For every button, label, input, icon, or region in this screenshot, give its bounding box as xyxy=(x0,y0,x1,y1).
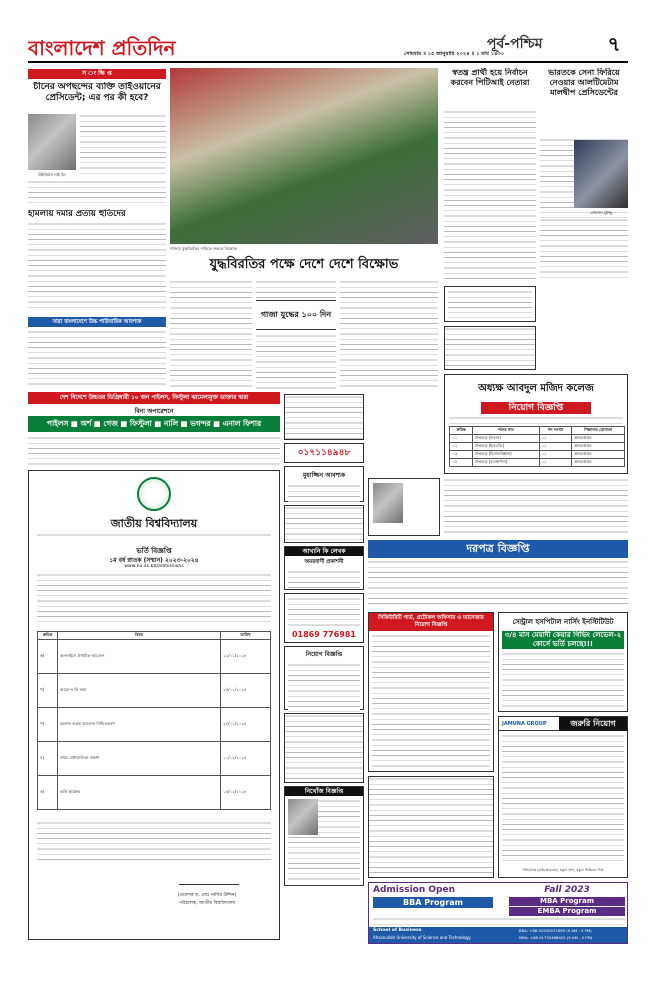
cell: গ) xyxy=(38,708,58,742)
flowers-lines xyxy=(288,597,360,627)
col-header: তারিখ xyxy=(221,632,271,640)
bidesh-ad-title: দেশ বিদেশে উচ্চতর ডিগ্রিধারী ১০ জন পাইলস, ফিস্টুলা ঝামেলামুক্ত ডাক্তার দ্বারা xyxy=(28,392,280,404)
security-title: সিকিউরিটি গার্ড, প্রটোকল অফিসার ও ম্যানেজার নিয়োগ বিজ্ঞপ্তি xyxy=(369,613,493,631)
col1-story1-body-a xyxy=(80,114,166,178)
nu-ref-line xyxy=(37,533,271,539)
nursing-ad xyxy=(498,612,628,712)
cell: প্রথম মেধাতালিকা প্রকাশ xyxy=(58,742,221,776)
nu-url[interactable]: www.nu.ac.bd/admissions xyxy=(124,564,184,569)
col1-story1-title: চীনের অপছন্দের ব্যক্তি তাইওয়ানের প্রেসিডেন্ট; এর পর কী হবে? xyxy=(33,82,161,103)
col1-story2-body xyxy=(28,222,166,312)
cell: খ) xyxy=(38,674,58,708)
col1-tag-bar xyxy=(28,69,166,79)
college-ad-title: অধ্যক্ষ আবদুল মজিদ কলেজ xyxy=(478,383,594,394)
jamuna-header xyxy=(499,717,627,731)
main-pull-quote-box xyxy=(256,300,336,330)
info-box-mid xyxy=(444,326,536,370)
jamuna-logo: JAMUNA GROUP xyxy=(502,720,547,727)
muizzu-caption: মোহাম্মদ মুইজ্জু xyxy=(590,210,612,215)
table-row xyxy=(38,776,271,810)
college-table-header xyxy=(450,427,625,435)
classified-box-1 xyxy=(284,394,364,440)
nursing-sub: ৩/৪ মাস মেয়াদী কেয়ার গিভিং লেভেল-২ কোর্সে ভর্তি চলছে!!! xyxy=(502,631,624,649)
aust-bba: BBA Program xyxy=(373,897,493,908)
cell: ০১ xyxy=(539,443,572,451)
cell: ০৩ xyxy=(450,451,473,459)
moyaji-lines xyxy=(288,484,360,502)
muizzu-photo xyxy=(574,140,628,208)
jamuna-title: জরুরি নিয়োগ xyxy=(559,717,627,731)
cell: ০১ xyxy=(539,459,572,467)
nu-logo xyxy=(137,477,171,511)
col1-story3-body xyxy=(28,330,166,388)
cell: স্নাতকোত্তর xyxy=(572,443,625,451)
piles-sub: বিনা অপারেশনে xyxy=(134,408,174,415)
security-ad-2 xyxy=(368,776,494,878)
cell: ০১ xyxy=(539,435,572,443)
tender-ad-top xyxy=(368,478,440,536)
classified-box-3 xyxy=(284,713,364,783)
table-row xyxy=(38,640,271,674)
nikhoj-title: নিখোঁজ বিজ্ঞপ্তি xyxy=(285,787,363,796)
aust-fall: Fall 2023 xyxy=(544,885,590,895)
cell: স্নাতকোত্তর xyxy=(572,459,625,467)
table-row xyxy=(450,435,625,443)
table-row xyxy=(38,674,271,708)
maldives-body-b xyxy=(540,218,628,282)
main-photo-caption: গাজায় যুদ্ধবিরতির দাবিতে লন্ডনে বিক্ষোভ xyxy=(170,246,237,251)
ashhani-lines xyxy=(288,570,360,588)
masthead xyxy=(0,28,650,64)
cell: ০১ xyxy=(450,435,473,443)
cell: ক) xyxy=(38,640,58,674)
cell: ১০/০২/২০২৪ xyxy=(221,742,271,776)
aust-school: School of Business xyxy=(373,928,422,933)
flowers-ad xyxy=(284,593,364,643)
nursing-title: সেন্ট্রাল হসপিটাল নার্সিং ইনস্টিটিউট xyxy=(512,618,614,626)
piles-ad-body xyxy=(28,436,280,466)
info-box-top-lines xyxy=(448,290,532,318)
classified-box-2 xyxy=(284,505,364,543)
cell: প্রভাষক (ব্যবস্থাপনা) xyxy=(473,459,539,467)
jamuna-lines xyxy=(502,734,624,864)
section-title: পূর্ব-পশ্চিম xyxy=(487,36,543,52)
col-header: শিক্ষাগত যোগ্যতা xyxy=(572,427,625,435)
table-row xyxy=(450,459,625,467)
aust-lines xyxy=(373,917,625,925)
masthead-logo xyxy=(28,34,218,62)
flowers-phone: 01869 776981 xyxy=(291,630,356,639)
aust-univ: Ahsanullah University of Science and Technology xyxy=(373,935,471,940)
cell: ২২/০১/২০২৪ xyxy=(221,640,271,674)
nursing-lines xyxy=(502,652,624,708)
tender-ad-top-text xyxy=(444,478,628,536)
col-header: ক্রমিক xyxy=(38,632,58,640)
college-table xyxy=(449,426,625,467)
main-body-col2b xyxy=(256,334,336,390)
aust-footer xyxy=(369,927,627,944)
col1-story3-title: সারা বাংলাদেশে উচ্চ পারিবারিক আবশ্যক xyxy=(28,317,166,327)
main-body-col3 xyxy=(340,280,438,390)
aust-mba: MBA Program xyxy=(509,897,625,906)
maldives-headline: ভারতকে সেনা ফিরিয়ে নেওয়ার আলটিমেটাম মালদ্বীপ প্রেসিডেন্টের xyxy=(548,68,620,97)
college-ad xyxy=(444,374,628,474)
dorpotro-body xyxy=(368,560,628,608)
cell: অনলাইনে প্রাথমিক আবেদন xyxy=(58,640,221,674)
col1-story2-title: হামলায় দমার প্রত্যয় হুতিদের xyxy=(28,209,126,219)
pti-headline: স্বতন্ত্র প্রার্থী হয়ে নির্বাচন করবেন পিটিআই নেতারা xyxy=(450,68,530,87)
cell: আবেদন ফি জমা xyxy=(58,674,221,708)
piles-ad-title: পাইলস ■ অর্শ ■ গেজ ■ ফিস্টুলা ■ নালি ■ ভগন্দর ■ এনাল ফিশার xyxy=(28,416,280,432)
cell: ০২ xyxy=(450,443,473,451)
cell: প্রভাষক (ইংরেজি) xyxy=(473,443,539,451)
dorpotro-title-bar xyxy=(368,540,628,558)
nu-signature-mark xyxy=(179,869,239,885)
table-row xyxy=(38,742,271,776)
jamuna-ad xyxy=(498,716,628,878)
dorpotro-title: দরপত্র বিজ্ঞপ্তি xyxy=(466,542,530,555)
moyaji-ad xyxy=(284,466,364,502)
cell: কলেজ কর্তৃক আবেদন নিশ্চিতকরণ xyxy=(58,708,221,742)
col-header: পদের নাম xyxy=(473,427,539,435)
nu-signature-role: পরিচালক, জাতীয় বিশ্ববিদ্যালয় xyxy=(178,901,236,906)
nu-sub: ১ম বর্ষ স্নাতক (সম্মান) ২০২৩-২০২৪ xyxy=(109,557,199,564)
nu-signature-name: (প্রফেসর ড. মোঃ নাসির উদ্দিন) xyxy=(177,893,237,898)
national-university-ad xyxy=(28,470,280,940)
cell: ঙ) xyxy=(38,776,58,810)
table-row xyxy=(450,443,625,451)
nu-notice: ভর্তি বিজ্ঞপ্তি xyxy=(136,547,172,555)
col-header: ক্রমিক xyxy=(450,427,473,435)
main-pull-quote: গাজা যুদ্ধের ১০০ দিন xyxy=(260,310,332,319)
masthead-rule xyxy=(28,61,628,63)
cell: ঘ) xyxy=(38,742,58,776)
security-ad xyxy=(368,612,494,772)
phone-ad xyxy=(284,443,364,463)
cell: প্রভাষক (হিসাববিজ্ঞান) xyxy=(473,451,539,459)
main-body-col1 xyxy=(170,280,252,390)
date-line: সোমবার ॥ ১৫ জানুয়ারি ২০২৪ ॥ ১ মাঘ ১৪৩০ xyxy=(404,51,505,57)
cell: স্নাতকোত্তর xyxy=(572,435,625,443)
recruit-ad xyxy=(284,646,364,710)
col-header: পদ সংখ্যা xyxy=(539,427,572,435)
bishesh-title: অমরবাণী প্রকাশনী xyxy=(304,559,344,565)
main-body-col2a xyxy=(256,280,336,298)
ashhani-title: আখানি কি লেখক xyxy=(285,547,363,556)
cell: স্নাতকোত্তর xyxy=(572,451,625,459)
cell: ০৪ xyxy=(450,459,473,467)
nu-name: জাতীয় বিশ্ববিদ্যালয় xyxy=(110,517,198,530)
aust-ad xyxy=(368,882,628,944)
info-box-top xyxy=(444,286,536,322)
gaza-protest-photo xyxy=(170,68,438,244)
cell: ১৫/০২/২০২৪ xyxy=(221,776,271,810)
nu-table-header xyxy=(38,632,271,640)
lai-ching-te-photo xyxy=(28,114,76,170)
nu-intro-body xyxy=(37,573,271,625)
moyaji-title: মুয়াজ্জিন আবশ্যক xyxy=(302,472,346,479)
college-ad-lines xyxy=(449,416,623,424)
phone-ad-number: ০১৭১১৪৯৪৮ xyxy=(297,448,351,458)
aust-emba: EMBA Program xyxy=(509,907,625,916)
recruit-lines xyxy=(288,663,360,713)
cell: ২৫/০১/২০২৪ xyxy=(221,674,271,708)
page-number: ৭ xyxy=(607,32,621,56)
table-row xyxy=(450,451,625,459)
col1-tag: স ং ক্ষি প্ত xyxy=(82,70,112,77)
tender-person-photo xyxy=(373,483,403,523)
recruit-title: নিয়োগ বিজ্ঞপ্তি xyxy=(305,651,343,658)
ashhani-ad xyxy=(284,546,364,590)
classified-col xyxy=(284,394,364,940)
cell: ০১ xyxy=(539,451,572,459)
main-headline: যুদ্ধবিরতির পক্ষে দেশে দেশে বিক্ষোভ xyxy=(209,257,399,272)
aust-phone1: BBA: +88 01550072990 (9 AM - 5 PM) xyxy=(519,928,592,933)
col1-story1-body-b xyxy=(28,180,166,206)
cell: প্রভাষক (বাংলা) xyxy=(473,435,539,443)
aust-phone2: MBA: +88 01730466022 (9 AM - 5 PM) xyxy=(519,935,593,940)
logo-text: বাংলাদেশ প্রতিদিন xyxy=(28,36,176,60)
security-lines xyxy=(372,634,490,772)
nu-schedule-table xyxy=(37,631,271,810)
cell: ভর্তি কার্যক্রম xyxy=(58,776,221,810)
nikhoj-photo xyxy=(288,799,318,835)
table-row xyxy=(38,708,271,742)
col-header: বিষয় xyxy=(58,632,221,640)
aust-admission: Admission Open xyxy=(373,885,455,895)
lai-caption: উইলিয়াম লাই চিং xyxy=(38,172,66,177)
cell: ২৮/০১/২০২৪ xyxy=(221,708,271,742)
jamuna-footer: পরিচালক (এইচআরএম), যমুনা গ্রুপ, যমুনা ফিউচার পার্ক xyxy=(522,868,604,872)
nikhoj-ad xyxy=(284,786,364,886)
college-ad-sub: নিয়োগ বিজ্ঞপ্তি xyxy=(481,402,591,414)
pti-body xyxy=(444,110,536,282)
nu-outro-body xyxy=(37,821,271,861)
